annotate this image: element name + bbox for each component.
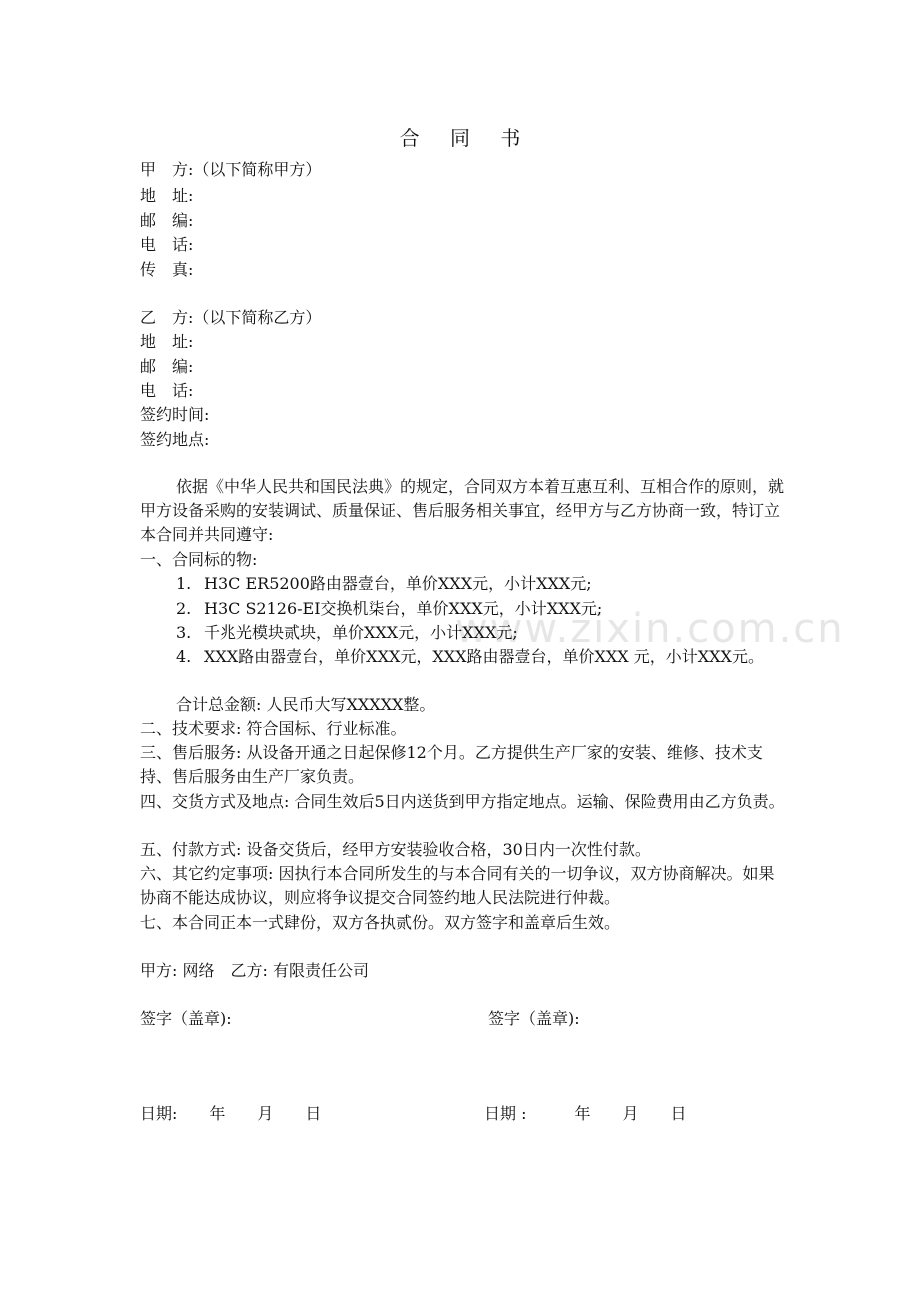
- list-item: [176, 597, 602, 621]
- party-a-fax: 传 真:: [140, 260, 194, 279]
- sign-time: 签约时间:: [140, 405, 210, 424]
- list-item-text: H3C ER5200路由器壹台，单价XXX元，小计XXX元;: [204, 574, 592, 593]
- list-item-number: 2.: [176, 599, 192, 618]
- date-b: 日期 : 年 月 日: [484, 1104, 687, 1123]
- party-b-address: 地 址:: [140, 332, 194, 351]
- parties-line: 甲方: 网络 乙方: 有限责任公司: [140, 961, 369, 980]
- document-title: 合 同 书: [399, 126, 533, 150]
- section-4: 四、交货方式及地点: 合同生效后5日内送货到甲方指定地点。运输、保险费用由乙方负责。: [140, 792, 785, 811]
- list-item-number: 4.: [176, 647, 192, 666]
- watermark: www.zixin.com.cn: [455, 606, 845, 652]
- intro-paragraph: 依据《中华人民共和国民法典》的规定，合同双方本着互惠互利、互相合作的原则，就甲方设备采购的安装调试、质量保证、售后服务相关事宜，经甲方与乙方协商一致，特订立本合同并共同遵守:: [140, 477, 785, 544]
- party-b-postcode: 邮 编:: [140, 357, 194, 376]
- total-amount: 合计总金额: 人民币大写XXXXX整。: [176, 695, 436, 714]
- party-a-heading: 甲 方:（以下简称甲方）: [140, 160, 322, 179]
- list-item-number: 3.: [176, 623, 192, 642]
- party-a-phone: 电 话:: [140, 235, 194, 254]
- section-6: 六、其它约定事项: 因执行本合同所发生的与本合同有关的一切争议，双方协商解决。如果协商不能达成协议，则应将争议提交合同签约地人民法院进行仲裁。: [140, 864, 775, 907]
- section-3: 三、售后服务: 从设备开通之日起保修12个月。乙方提供生产厂家的安装、维修、技术支持、售后服务由生产厂家负责。: [140, 743, 763, 786]
- party-b-heading: 乙 方:（以下简称乙方）: [140, 308, 322, 327]
- list-item-text: 千兆光模块贰块，单价XXX元，小计XXX元;: [204, 623, 518, 642]
- list-item: [176, 621, 518, 645]
- section-7: 七、本合同正本一式肆份，双方各执贰份。双方签字和盖章后生效。: [140, 913, 621, 932]
- section-5: 五、付款方式: 设备交货后，经甲方安装验收合格，30日内一次性付款。: [140, 840, 651, 859]
- list-item: [176, 572, 592, 596]
- signature-b: 签字（盖章):: [488, 1009, 580, 1028]
- party-a-address: 地 址:: [140, 186, 194, 205]
- party-b-phone: 电 话:: [140, 381, 194, 400]
- list-item-number: 1.: [176, 574, 192, 593]
- list-item-text: XXX路由器壹台，单价XXX元，XXX路由器壹台，单价XXX 元，小计XXX元。: [204, 647, 764, 666]
- list-item-text: H3C S2126-EI交换机柒台，单价XXX元，小计XXX元;: [204, 599, 603, 618]
- party-a-postcode: 邮 编:: [140, 211, 194, 230]
- list-item: [176, 645, 790, 669]
- signature-a: 签字（盖章):: [140, 1009, 232, 1028]
- section-1-heading: 一、合同标的物:: [140, 550, 258, 569]
- date-a: 日期: 年 月 日: [140, 1104, 322, 1123]
- sign-place: 签约地点:: [140, 430, 210, 449]
- section-2: 二、技术要求: 符合国标、行业标准。: [140, 719, 407, 738]
